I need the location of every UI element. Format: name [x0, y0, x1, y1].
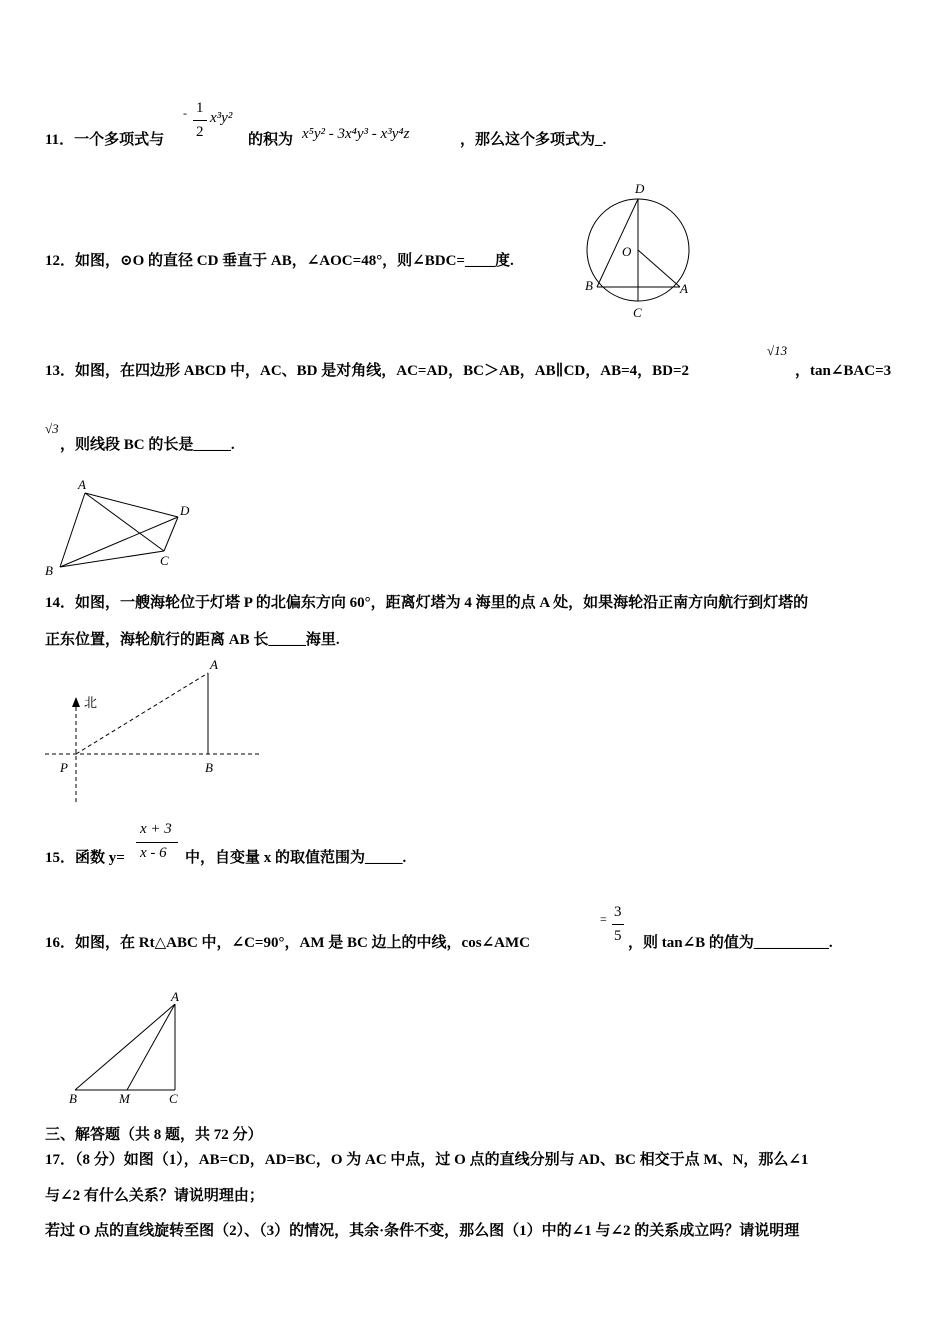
q16-den: 5: [614, 928, 622, 944]
label-p: P: [60, 760, 68, 775]
q16-triangle-figure: [65, 988, 185, 1108]
section-heading: 三、解答题（共 8 题，共 72 分）: [45, 1127, 263, 1143]
q11-coef-den: 2: [196, 124, 204, 140]
q15-denominator: x - 6: [140, 845, 167, 861]
q11-suffix: ，那么这个多项式为_.: [460, 132, 607, 148]
q17-line1: 17．（8 分）如图（1），AB=CD，AD=BC，O 为 AC 中点，过 O 点的直线分别与 AD、BC 相交于点 M、N，那么∠1: [45, 1152, 809, 1168]
q11-mid: 的积为: [248, 132, 294, 148]
q17-line3: 若过 O 点的直线旋转至图（2）、（3）的情况，其余·条件不变，那么图（1）中的∠1 与∠2 的关系成立吗？请说明理: [45, 1223, 800, 1239]
label-a: A: [680, 281, 688, 296]
label-m: M: [119, 1091, 130, 1106]
label-d: D: [180, 503, 190, 518]
label-a: A: [171, 989, 179, 1004]
q13-sqrt3: √3: [45, 421, 59, 436]
label-b: B: [45, 563, 53, 578]
q15-prefix: 15．函数 y=: [45, 850, 125, 866]
q11-monomial: x³y²: [210, 110, 233, 126]
label-a: A: [210, 657, 218, 672]
label-d: D: [635, 181, 645, 196]
q16-frac-bar: [612, 924, 624, 925]
q16-suffix: ，则 tan∠B 的值为__________.: [628, 935, 833, 951]
q11-coef-num: 1: [196, 100, 204, 116]
label-c: C: [169, 1091, 178, 1106]
q11-coef-sign: -: [183, 106, 187, 120]
q14-line1: 14．如图，一艘海轮位于灯塔 P 的北偏东方向 60°，距离灯塔为 4 海里的点 A 处，如果海轮沿正南方向航行到灯塔的: [45, 595, 809, 611]
label-c: C: [633, 305, 642, 320]
label-b: B: [69, 1091, 77, 1106]
q16-num: 3: [614, 904, 622, 920]
q11-frac-bar: [193, 120, 207, 121]
label-o: O: [622, 244, 632, 259]
label-b: B: [205, 760, 213, 775]
q14-line2: 正东位置，海轮航行的距离 AB 长_____海里.: [45, 632, 340, 648]
north-label: 北: [84, 695, 98, 710]
q13-sqrt13: √13: [767, 343, 788, 358]
q16-eq: =: [600, 912, 607, 926]
q12-circle-figure: [580, 180, 700, 325]
label-c: C: [160, 553, 169, 568]
q15-numerator: x + 3: [140, 821, 172, 837]
q13-line1: 13．如图，在四边形 ABCD 中，AC、BD 是对角线，AC=AD，BC＞AB，AB∥CD，AB=4，BD=2: [45, 363, 690, 379]
q11-prefix: 11．一个多项式与: [45, 132, 165, 148]
q13-line2: ，则线段 BC 的长是_____.: [60, 437, 235, 453]
label-b: B: [585, 278, 593, 293]
q16-text: 16．如图，在 Rt△ABC 中，∠C=90°，AM 是 BC 边上的中线，cos∠AMC: [45, 935, 530, 951]
label-a: A: [78, 477, 86, 492]
q12-text: 12．如图，⊙O 的直径 CD 垂直于 AB，∠AOC=48°，则∠BDC=____度.: [45, 253, 514, 269]
q15-frac-bar: [136, 842, 178, 843]
q13-tan: ，tan∠BAC=3: [795, 363, 892, 379]
q17-line2: 与∠2 有什么关系？请说明理由；: [45, 1188, 264, 1204]
q11-product: x⁵y² - 3x⁴y³ - x³y⁴z: [302, 126, 410, 142]
q13-quadrilateral-figure: [40, 475, 200, 580]
q15-suffix: 中，自变量 x 的取值范围为_____.: [185, 850, 407, 866]
q14-bearing-figure: [40, 655, 270, 810]
